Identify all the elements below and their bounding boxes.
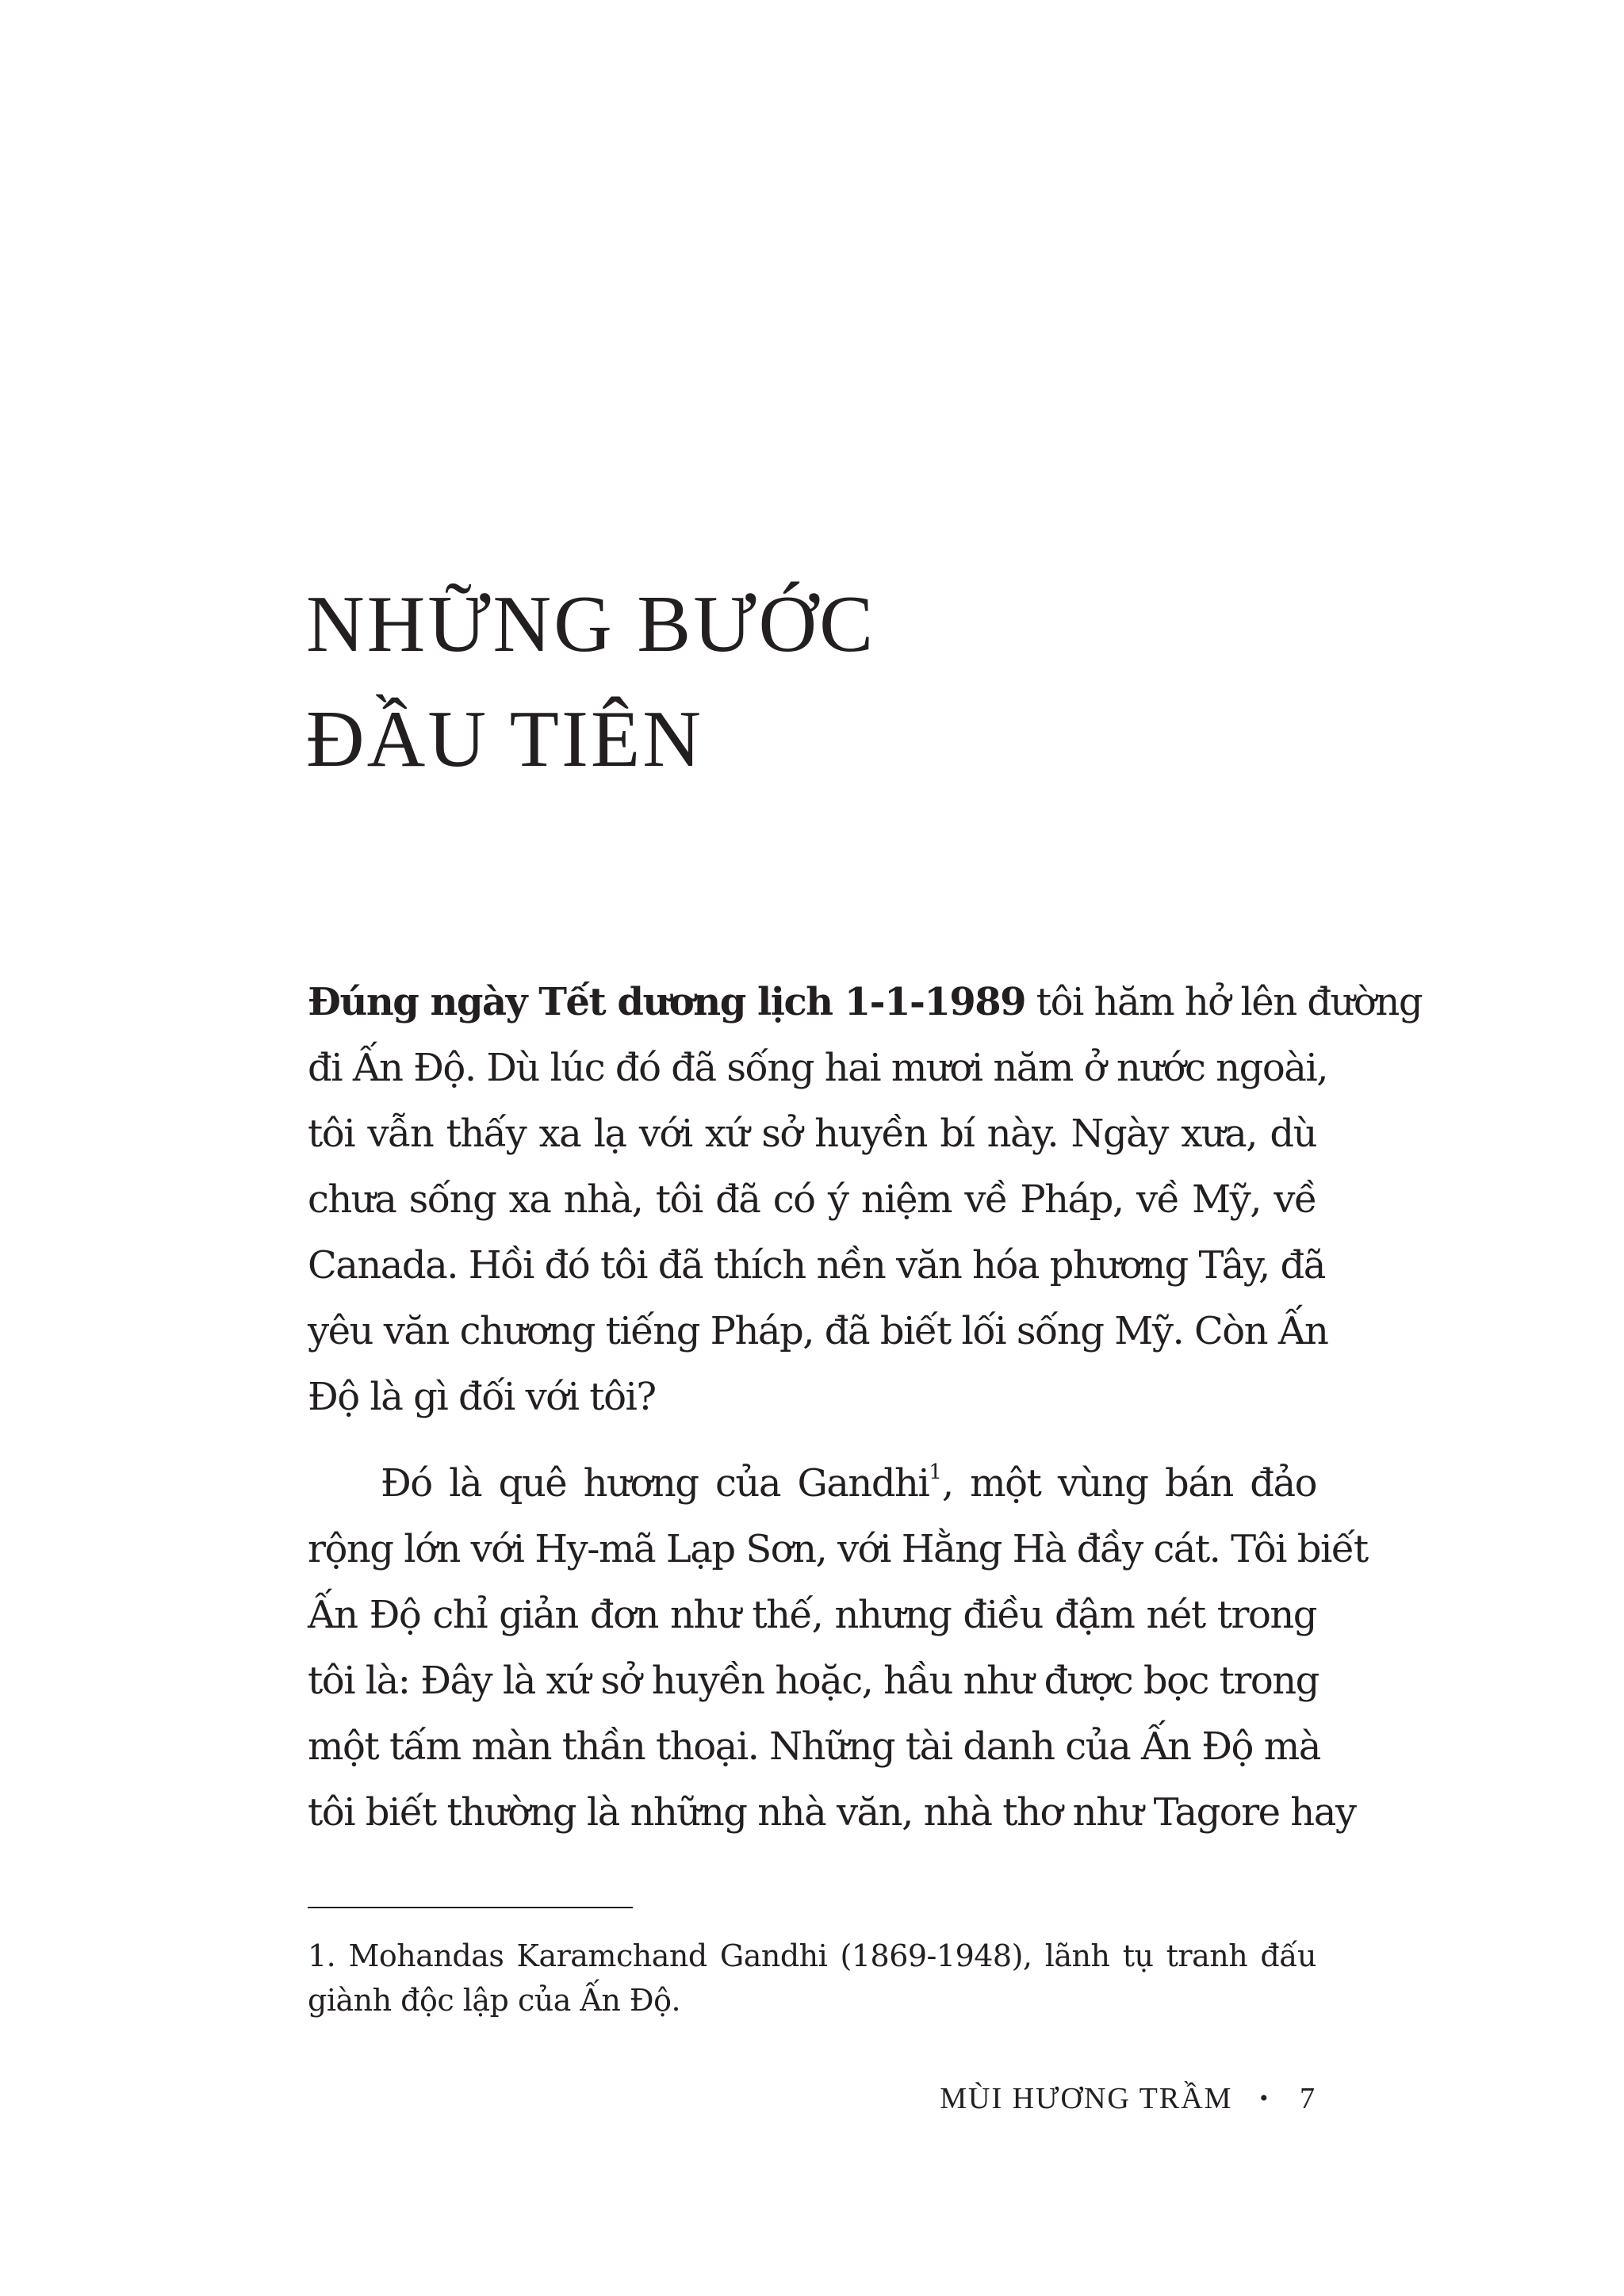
paragraph-2 bbox=[308, 1451, 1368, 1846]
text-line: rộng lớn với Hy-mã Lạp Sơn, với Hằng Hà đầy cát. Tôi biết bbox=[308, 1527, 1368, 1571]
text-line: yêu văn chương tiếng Pháp, đã biết lối sống Mỹ. Còn Ấn bbox=[308, 1309, 1328, 1353]
text-line: một tấm màn thần thoại. Những tài danh của Ấn Độ mà bbox=[308, 1724, 1320, 1769]
text-line: tôi là: Đây là xứ sở huyền hoặc, hầu như được bọc trong bbox=[308, 1659, 1319, 1703]
footer-book-title: MÙI HƯƠNG TRẦM bbox=[940, 2082, 1233, 2115]
chapter-title bbox=[306, 567, 1337, 797]
footnote bbox=[308, 1934, 1316, 2022]
footnote-divider bbox=[308, 1907, 633, 1908]
text-line: Canada. Hồi đó tôi đã thích nền văn hóa phương Tây, đã bbox=[308, 1243, 1325, 1288]
chapter-title-line: NHỮNG BƯỚC bbox=[306, 580, 876, 669]
text-line: đi Ấn Độ. Dù lúc đó đã sống hai mươi năm ở nước ngoài, bbox=[308, 1046, 1327, 1090]
paragraph-1 bbox=[308, 970, 1423, 1430]
text-line: Đó là quê hương của Gandhi$^1$, một vùng bán đảo bbox=[381, 1460, 1316, 1506]
lead-phrase: Đúng ngày Tết dương lịch 1-1-1989 bbox=[308, 980, 1026, 1024]
footnote-reference[interactable]: 1 bbox=[929, 1460, 942, 1484]
running-footer bbox=[940, 2081, 1316, 2116]
text-line: tôi vẫn thấy xa lạ với xứ sở huyền bí này. Ngày xưa, dù bbox=[308, 1112, 1316, 1156]
text-line: Đúng ngày Tết dương lịch 1-1-1989 tôi hăm hở lên đường bbox=[308, 980, 1423, 1024]
chapter-title-line: ĐẦU TIÊN bbox=[306, 695, 703, 784]
footer-separator: • bbox=[1259, 2085, 1270, 2111]
footnote-line: 1. Mohandas Karamchand Gandhi (1869-1948), lãnh tụ tranh đấu bbox=[308, 1938, 1316, 1973]
page-number: 7 bbox=[1300, 2082, 1316, 2115]
footnote-line: giành độc lập của Ấn Độ. bbox=[308, 1983, 681, 2018]
text-line: tôi biết thường là những nhà văn, nhà thơ như Tagore hay bbox=[308, 1790, 1356, 1835]
text-line: Ấn Độ chỉ giản đơn như thế, nhưng điều đậm nét trong bbox=[308, 1593, 1316, 1637]
text-line: Độ là gì đối với tôi? bbox=[308, 1375, 656, 1419]
text-line: chưa sống xa nhà, tôi đã có ý niệm về Pháp, về Mỹ, về bbox=[308, 1177, 1316, 1222]
